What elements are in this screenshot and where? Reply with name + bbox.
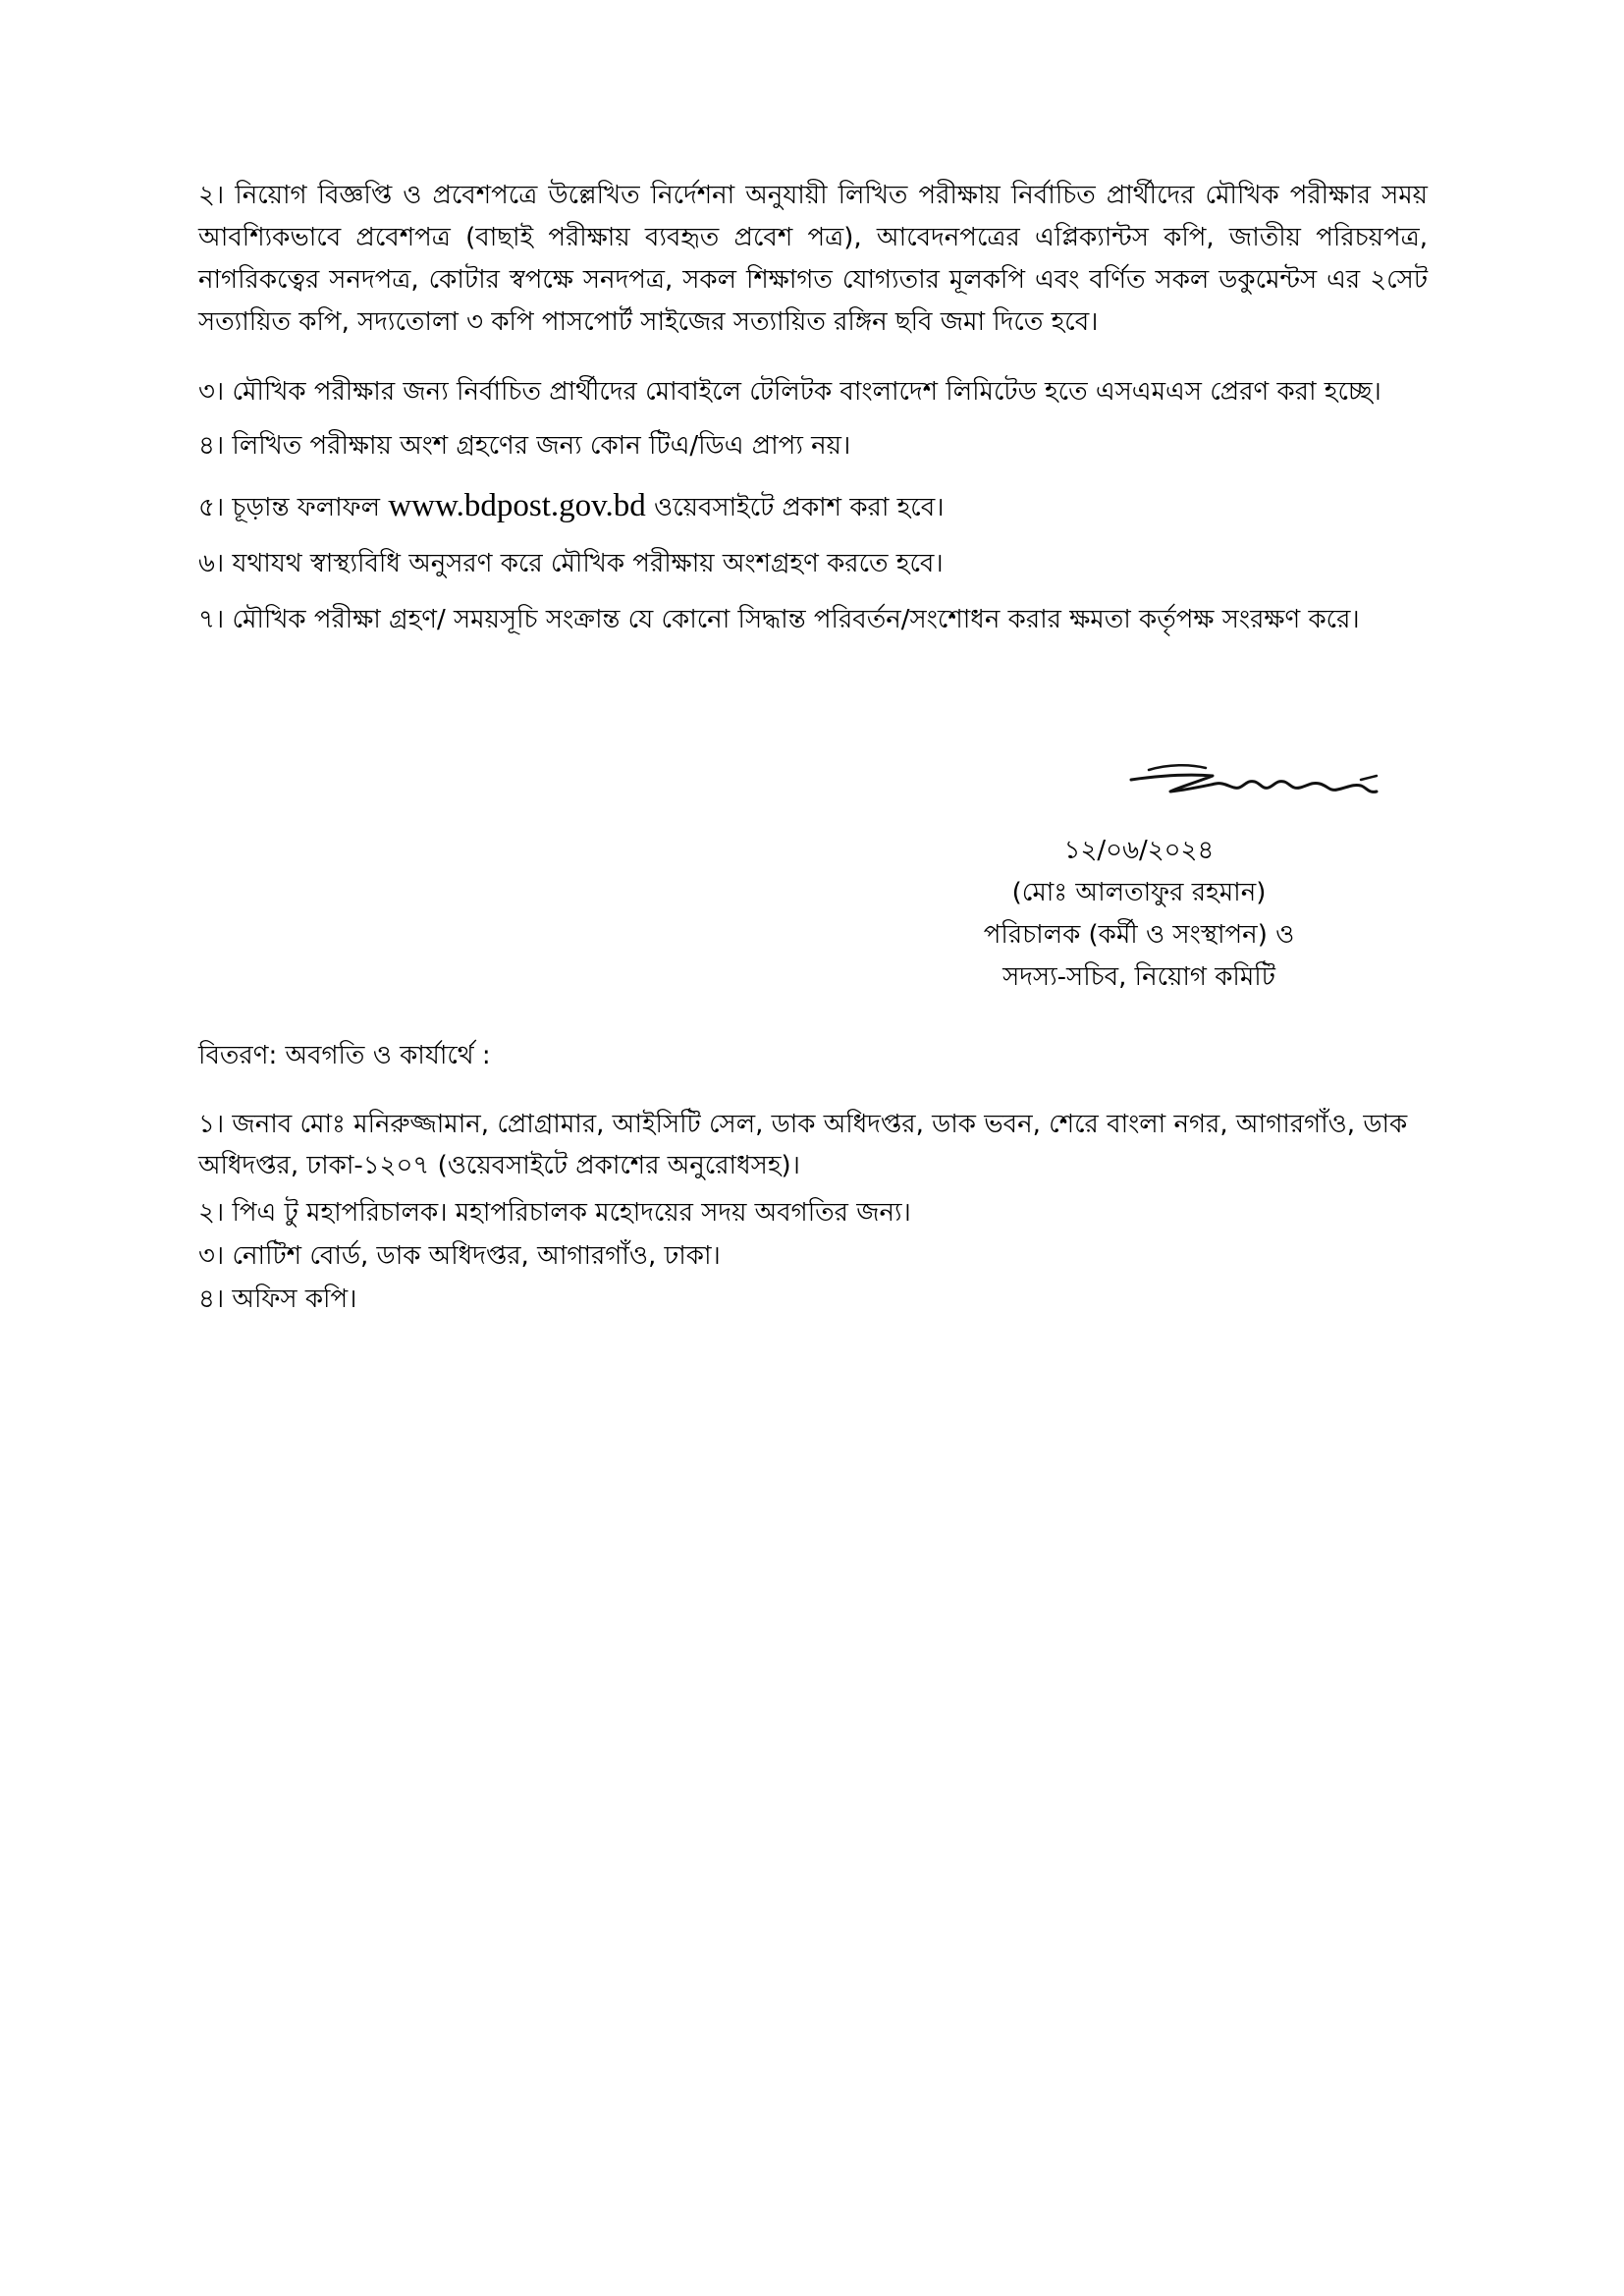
signatory-designation: পরিচালক (কর্মী ও সংস্থাপন) ও [983,920,1295,950]
website-link[interactable]: www.bdpost.gov.bd [388,488,646,523]
instruction-item-3: ৩। মৌখিক পরীক্ষার জন্য নির্বাচিত প্রার্থীদের মোবাইলে টেলিটক বাংলাদেশ লিমিটেড হতে এসএমএস প্রেরণ করা হচ্ছে। [198,377,1381,407]
signatory-name: (মোঃ আলতাফুর রহমান) [1011,878,1267,907]
instruction-item-2: ২। নিয়োগ বিজ্ঞপ্তি ও প্রবেশপত্রে উল্লেখিত নির্দেশনা অনুযায়ী লিখিত পরীক্ষায় নির্বাচিত প্রার্থীদের মৌখিক পরীক্ষার সময় আবশ্যিকভাবে প্রবেশপত্র (বাছাই পরীক্ষায় ব্যবহৃত প্রবেশ পত্র), আবেদনপত্রের এপ্লিক্যান্টস কপি, জাতীয় পরিচয়পত্র, নাগরিকত্বের সনদপত্র, কোটার স্বপক্ষে সনদপত্র, সকল শিক্ষাগত যোগ্যতার মূলকপি এবং বর্ণিত সকল ডকুমেন্টস এর ২সেট সত্যায়িত কপি, সদ্যতোলা ৩ কপি পাসপোর্ট সাইজের সত্যায়িত রঙ্গিন ছবি জমা দিতে হবে। [198,181,1428,337]
instruction-item-6: ৬। যথাযথ স্বাস্থ্যবিধি অনুসরণ করে মৌখিক পরীক্ষায় অংশগ্রহণ করতে হবে। [198,549,944,578]
instruction-item-5-prefix: ৫। চূড়ান্ত ফলাফল [198,493,389,522]
signature-image [1119,746,1394,815]
distribution-item-4: ৪। অফিস কপি। [198,1285,357,1314]
instruction-item-4: ৪। লিখিত পরীক্ষায় অংশ গ্রহণের জন্য কোন টিএ/ডিএ প্রাপ্য নয়। [198,431,851,461]
instruction-item-7: ৭। মৌখিক পরীক্ষা গ্রহণ/ সময়সূচি সংক্রান্ত যে কোনো সিদ্ধান্ত পরিবর্তন/সংশোধন করার ক্ষমতা কর্তৃপক্ষ সংরক্ষণ করে। [198,605,1360,634]
instruction-item-5 [198,485,1428,529]
signature-date: ১২/০৬/২০২৪ [1063,836,1215,865]
distribution-item-2: ২। পিএ টু মহাপরিচালক। মহাপরিচালক মহোদয়ের সদয় অবগতির জন্য। [198,1198,911,1228]
distribution-item-1: ১। জনাব মোঃ মনিরুজ্জামান, প্রোগ্রামার, আইসিটি সেল, ডাক অধিদপ্তর, ডাক ভবন, শেরে বাংলা নগর, আগারগাঁও, ডাক অধিদপ্তর, ঢাকা-১২০৭ (ওয়েবসাইটে প্রকাশের অনুরোধসহ)। [198,1110,1408,1180]
instruction-item-5-suffix: ওয়েবসাইটে প্রকাশ করা হবে। [645,493,945,522]
distribution-heading: বিতরণ: অবগতি ও কার্যার্থে : [198,1041,491,1070]
distribution-item-3: ৩। নোটিশ বোর্ড, ডাক অধিদপ্তর, আগারগাঁও, ঢাকা। [198,1241,721,1271]
signatory-role: সদস্য-সচিব, নিয়োগ কমিটি [1002,962,1275,992]
